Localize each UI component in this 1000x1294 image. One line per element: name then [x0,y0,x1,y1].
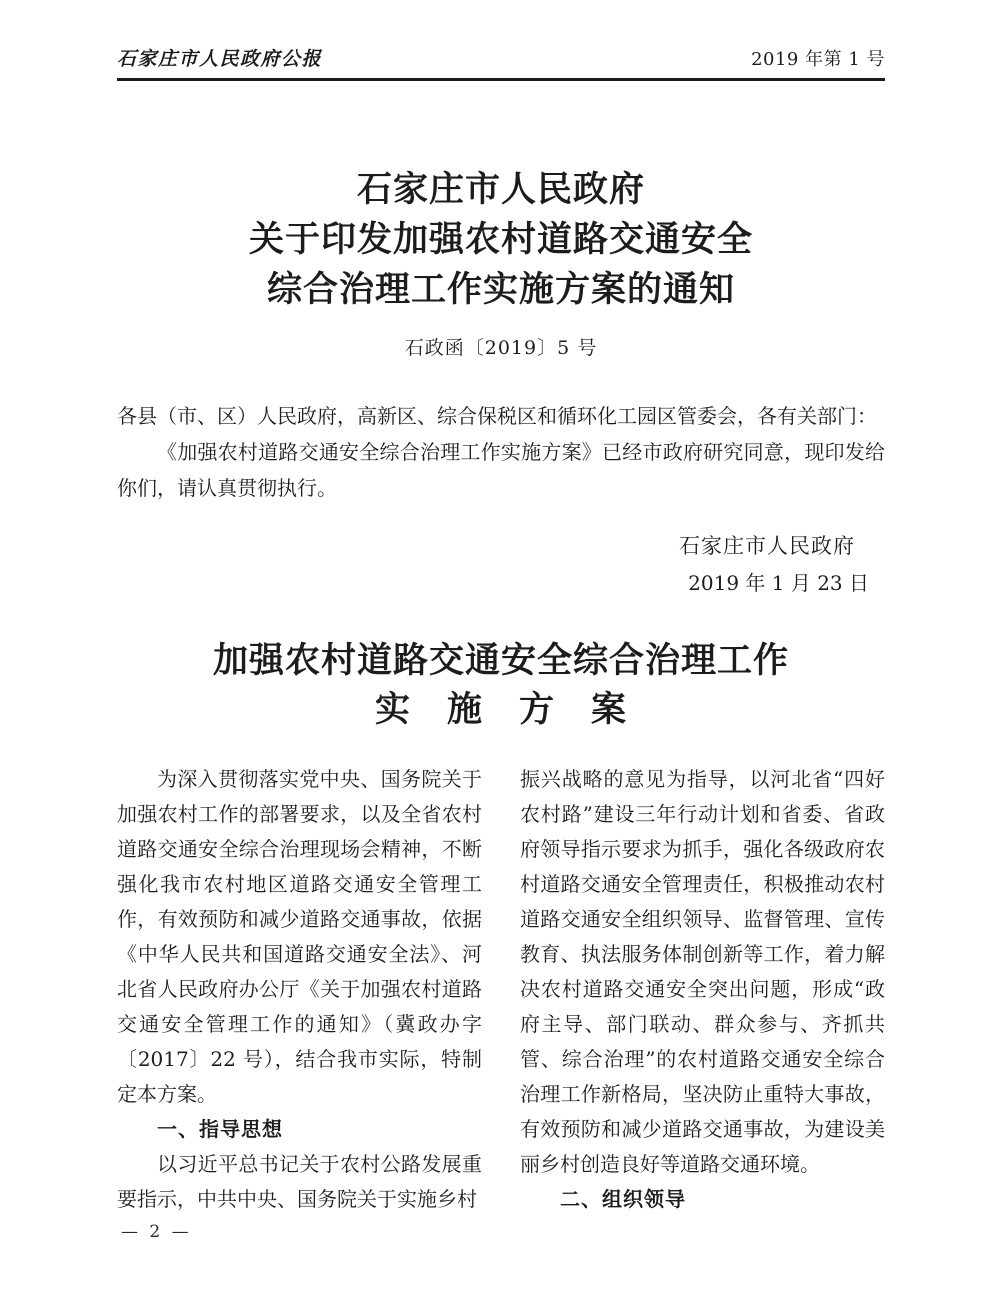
notice-body [117,398,885,506]
plan-paragraph-continued: 振兴战略的意见为指导，以河北省“四好农村路”建设三年行动计划和省委、省政府领导指示要求为抓手，强化各级政府农村道路交通安全管理责任，积极推动农村道路交通安全组织领导、监督管理、宣传教育、执法服务体制创新等工作，着力解决农村道路交通安全突出问题，形成“政府主导、部门联动、群众参与、齐抓共管、综合治理”的农村道路交通安全综合治理工作新格局，坚决防止重特大事故，有效预防和减少道路交通事故，为建设美丽乡村创造良好等道路交通环境。 [520,767,885,1176]
two-column-body [117,762,885,1217]
left-column [117,762,482,1217]
plan-paragraph-guiding: 以习近平总书记关于农村公路发展重要指示，中共中央、国务院关于实施乡村 [117,1152,482,1211]
section-heading-1: 一、指导思想 [157,1117,283,1141]
sign-date: 2019 年 1 月 23 日 [688,571,869,595]
notice-title-line-1: 石家庄市人民政府 [356,169,645,210]
notice-paragraph: 《加强农村道路交通安全综合治理工作实施方案》已经市政府研究同意，现印发给你们，请认真贯彻执行。 [117,440,885,500]
right-column [520,762,885,1217]
plan-title-line-1: 加强农村道路交通安全综合治理工作 [212,640,789,681]
plan-paragraph-intro: 为深入贯彻落实党中央、国务院关于加强农村工作的部署要求，以及全省农村道路交通安全综合治理现场会精神，不断强化我市农村地区道路交通安全管理工作，有效预防和减少道路交通事故，依据《中华人民共和国道路交通安全法》、河北省人民政府办公厅《关于加强农村道路交通安全管理工作的通知》（冀政办字〔2017〕22 号），结合我市实际，特制定本方案。 [117,767,482,1106]
section-heading-2: 二、组织领导 [560,1187,686,1211]
page-header [117,46,885,73]
plan-title [117,636,885,734]
page-number: — 2 — [121,1222,192,1242]
notice-title-line-2: 关于印发加强农村道路交通安全 [248,219,753,260]
addressee-line: 各县（市、区）人民政府，高新区、综合保税区和循环化工园区管委会，各有关部门： [117,404,877,428]
gazette-title: 石家庄市人民政府公报 [117,48,323,70]
signer-name: 石家庄市人民政府 [679,534,855,558]
issue-number: 2019 年第 1 号 [751,49,885,70]
notice-title [117,165,885,315]
header-rule [117,78,885,81]
notice-title-line-3: 综合治理工作实施方案的通知 [266,269,735,310]
signature-block [117,528,885,602]
plan-title-line-2: 实 施 方 案 [374,689,627,730]
doc-number: 石政函〔2019〕5 号 [404,337,598,359]
